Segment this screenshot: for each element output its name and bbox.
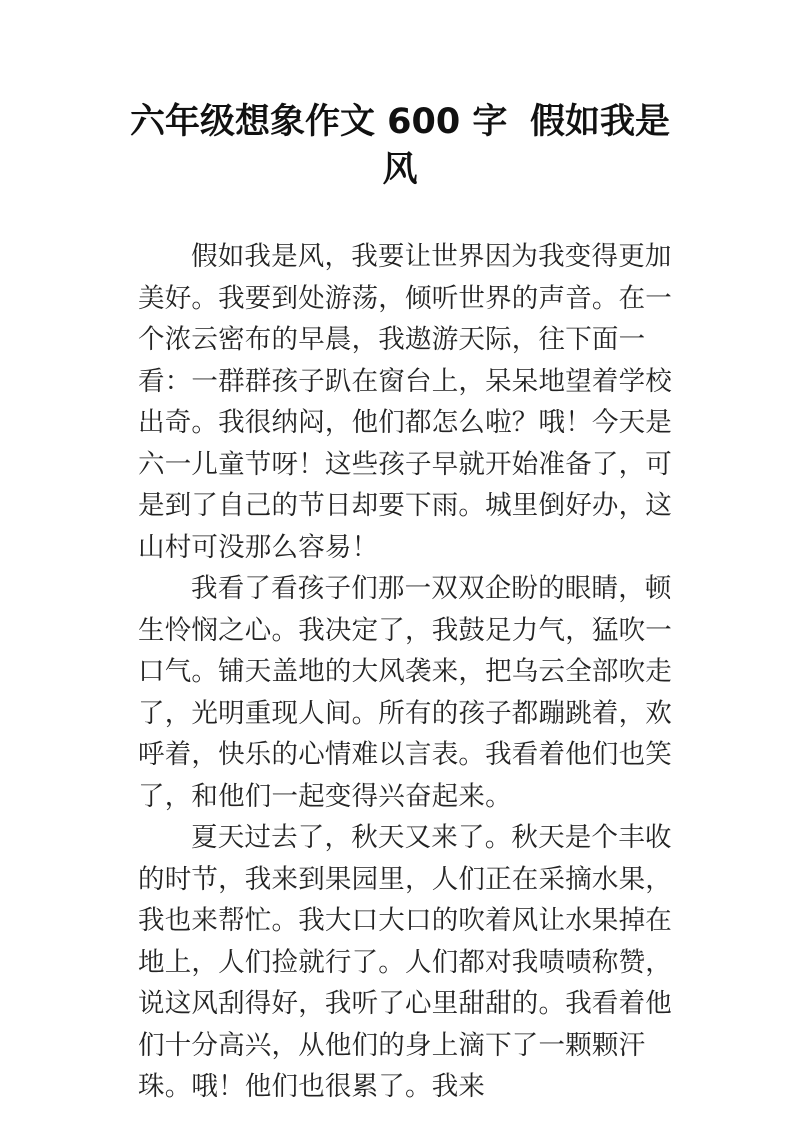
document-title — [130, 98, 670, 194]
paragraph-3: 夏天过去了，秋天又来了。秋天是个丰收的时节，我来到果园里，人们正在采摘水果，我也来帮忙。我大口大口的吹着风让水果掉在地上，人们捡就行了。人们都对我啧啧称赞，说这风刮得好，我听了心里甜甜的。我看着他们十分高兴，从他们的身上滴下了一颗颗汗珠。哦！他们也很累了。我来 — [138, 822, 672, 1102]
paragraph-2: 我看了看孩子们那一双双企盼的眼睛，顿生怜悯之心。我决定了，我鼓足力气，猛吹一口气。铺天盖地的大风袭来，把乌云全部吹走了，光明重现人间。所有的孩子都蹦跳着，欢呼着，快乐的心情难以言表。我看着他们也笑了，和他们一起变得兴奋起来。 — [138, 573, 672, 812]
title-row-1 — [130, 98, 670, 146]
title-row-2 — [130, 146, 670, 194]
title-part-1: 六年级想象作文 600 字 — [130, 102, 508, 142]
paragraph-1: 假如我是风，我要让世界因为我变得更加美好。我要到处游荡，倾听世界的声音。在一个浓云密布的早晨，我遨游天际，往下面一看：一群群孩子趴在窗台上，呆呆地望着学校出奇。我很纳闷，他们都怎么啦？哦！今天是六一儿童节呀！这些孩子早就开始准备了，可是到了自己的节日却要下雨。城里倒好办，这山村可没那么容易！ — [138, 241, 672, 563]
title-part-2: 假如我是 — [529, 102, 670, 142]
document-body — [138, 236, 678, 1108]
title-part-3: 风 — [382, 150, 418, 190]
